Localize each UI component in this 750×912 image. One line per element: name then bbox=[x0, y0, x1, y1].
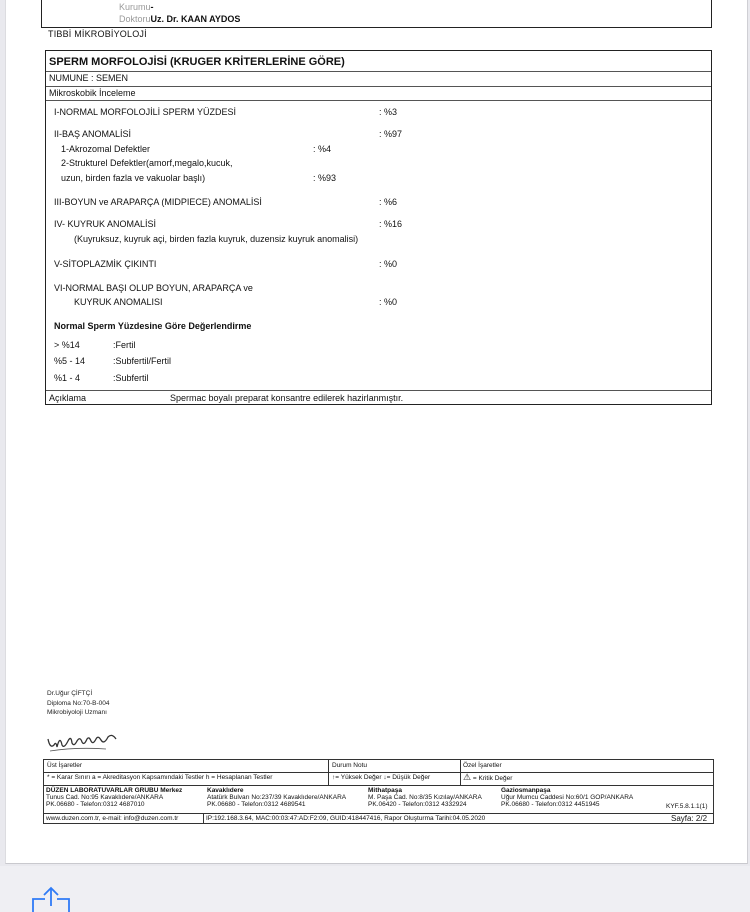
sample-label: NUMUNE : SEMEN bbox=[49, 73, 129, 83]
evaluation-title: Normal Sperm Yüzdesine Göre Değerlendirme bbox=[54, 321, 252, 331]
eval-result: :Subfertil bbox=[113, 373, 149, 383]
eval-range: > %14 bbox=[54, 340, 80, 350]
ust-isaretler-label: Üst İşaretler bbox=[47, 762, 83, 769]
result-row-value: : %97 bbox=[379, 129, 403, 139]
approver-title: Mikrobiyoloji Uzmanı bbox=[47, 709, 107, 716]
report-page bbox=[5, 0, 748, 864]
sub-row-label: 1-Akrozomal Defektler bbox=[61, 144, 151, 154]
signature bbox=[46, 727, 126, 753]
result-row-value: : %16 bbox=[379, 219, 403, 229]
institution-line: Kurumu - bbox=[119, 2, 154, 12]
tail-note: (Kuyruksuz, kuyruk açi, birden fazla kuyruk, duzensiz kuyruk anomalisi) bbox=[74, 234, 359, 244]
branch-kavaklidere: Kavaklıdere Atatürk Bulvarı No:237/39 Kavaklıdere/ANKARA PK.06680 - Telefon:0312 4689541 bbox=[207, 787, 347, 808]
warning-triangle-icon: ⚠ bbox=[463, 772, 472, 782]
approver-name: Dr.Uğur ÇİFTÇİ bbox=[47, 690, 93, 697]
eval-range: %5 - 14 bbox=[54, 356, 86, 366]
exam-label: Mikroskobik İnceleme bbox=[49, 88, 136, 98]
share-icon[interactable] bbox=[31, 886, 71, 912]
result-row-label: II-BAŞ ANOMALİSİ bbox=[54, 129, 132, 139]
sub-row-value: : %4 bbox=[313, 144, 332, 154]
branch-gaziosmanpasa: Gaziosmanpaşa Uğur Mumcu Caddesi No:60/1 GOP/ANKARA PK.06680 - Telefon:0312 4451945 bbox=[501, 787, 634, 808]
result-row-label: III-BOYUN ve ARAPARÇA (MIDPIECE) ANOMALİSİ bbox=[54, 197, 262, 207]
footer-meta: IP:192.168.3.64, MAC:00:03:47:AD:F2:09, GUID:418447416, Rapor Oluşturma Tarihi:04.05.2020 bbox=[206, 815, 486, 822]
result-row-value: : %0 bbox=[379, 259, 398, 269]
form-code: KYF.5.8.1.1(1) bbox=[666, 803, 708, 810]
result-row-label: V-SİTOPLAZMİK ÇIKINTI bbox=[54, 259, 157, 269]
sub-row-value: : %93 bbox=[313, 173, 337, 183]
morphology-report-table bbox=[45, 50, 712, 405]
eval-result: :Fertil bbox=[113, 340, 136, 350]
viewer-toolbar bbox=[0, 866, 750, 912]
eval-result: :Subfertil/Fertil bbox=[113, 356, 172, 366]
result-row-value: : %0 bbox=[379, 297, 398, 307]
durum-legend: ↑= Yüksek Değer ↓= Düşük Değer bbox=[332, 774, 431, 781]
report-title: SPERM MORFOLOJİSİ (KRUGER KRİTERLERİNE GÖRE) bbox=[49, 56, 345, 68]
ozel-isaretler-label: Özel İşaretler bbox=[463, 762, 502, 769]
doctor-line: Doktoru Uz. Dr. KAAN AYDOS bbox=[119, 14, 241, 24]
result-row-label: VI-NORMAL BAŞI OLUP BOYUN, ARAPARÇA ve bbox=[54, 283, 253, 293]
branch-merkez: DÜZEN LABORATUVARLAR GRUBU Merkez Tunus Cad. No:95 Kavaklıdere/ANKARA PK.06680 - Telefon:0312 4687010 bbox=[46, 787, 183, 808]
department-label: TIBBİ MİKROBİYOLOJİ bbox=[48, 29, 147, 39]
result-row-value: : %6 bbox=[379, 197, 398, 207]
ozel-legend: ⚠ = Kritik Değer bbox=[463, 772, 513, 782]
result-row-label-cont: KUYRUK ANOMALISI bbox=[74, 297, 163, 307]
sub-row-label: 2-Strukturel Defektler(amorf,megalo,kucuk, bbox=[61, 158, 233, 168]
result-row-label: I-NORMAL MORFOLOJİLİ SPERM YÜZDESİ bbox=[54, 107, 237, 117]
durum-notu-label: Durum Notu bbox=[332, 762, 368, 769]
eval-range: %1 - 4 bbox=[54, 373, 81, 383]
branch-mithatpasa: Mithatpaşa M. Paşa Cad. No:8/35 Kızılay/ANKARA PK.06420 - Telefon:0312 4332924 bbox=[368, 787, 482, 808]
ust-isaretler-legend: * = Karar Sınırı a = Akreditasyon Kapsamındaki Testler h = Hesaplanan Testler bbox=[47, 774, 273, 781]
result-row-label: IV- KUYRUK ANOMALİSİ bbox=[54, 219, 157, 229]
explanation-text: Spermac boyalı preparat konsantre edilerek hazirlanmıştır. bbox=[170, 393, 404, 403]
approver-diploma: Diploma No:70-B-004 bbox=[47, 700, 110, 707]
lab-footer bbox=[43, 759, 714, 824]
footer-web: www.duzen.com.tr, e-mail: info@duzen.com.tr bbox=[46, 815, 179, 822]
page-number: Sayfa: 2/2 bbox=[671, 814, 708, 823]
sub-row-label-cont: uzun, birden fazla ve vakuolar başlı) bbox=[61, 173, 206, 183]
explanation-label: Açıklama bbox=[49, 393, 87, 403]
result-row-value: : %3 bbox=[379, 107, 398, 117]
patient-header-box bbox=[41, 0, 712, 28]
